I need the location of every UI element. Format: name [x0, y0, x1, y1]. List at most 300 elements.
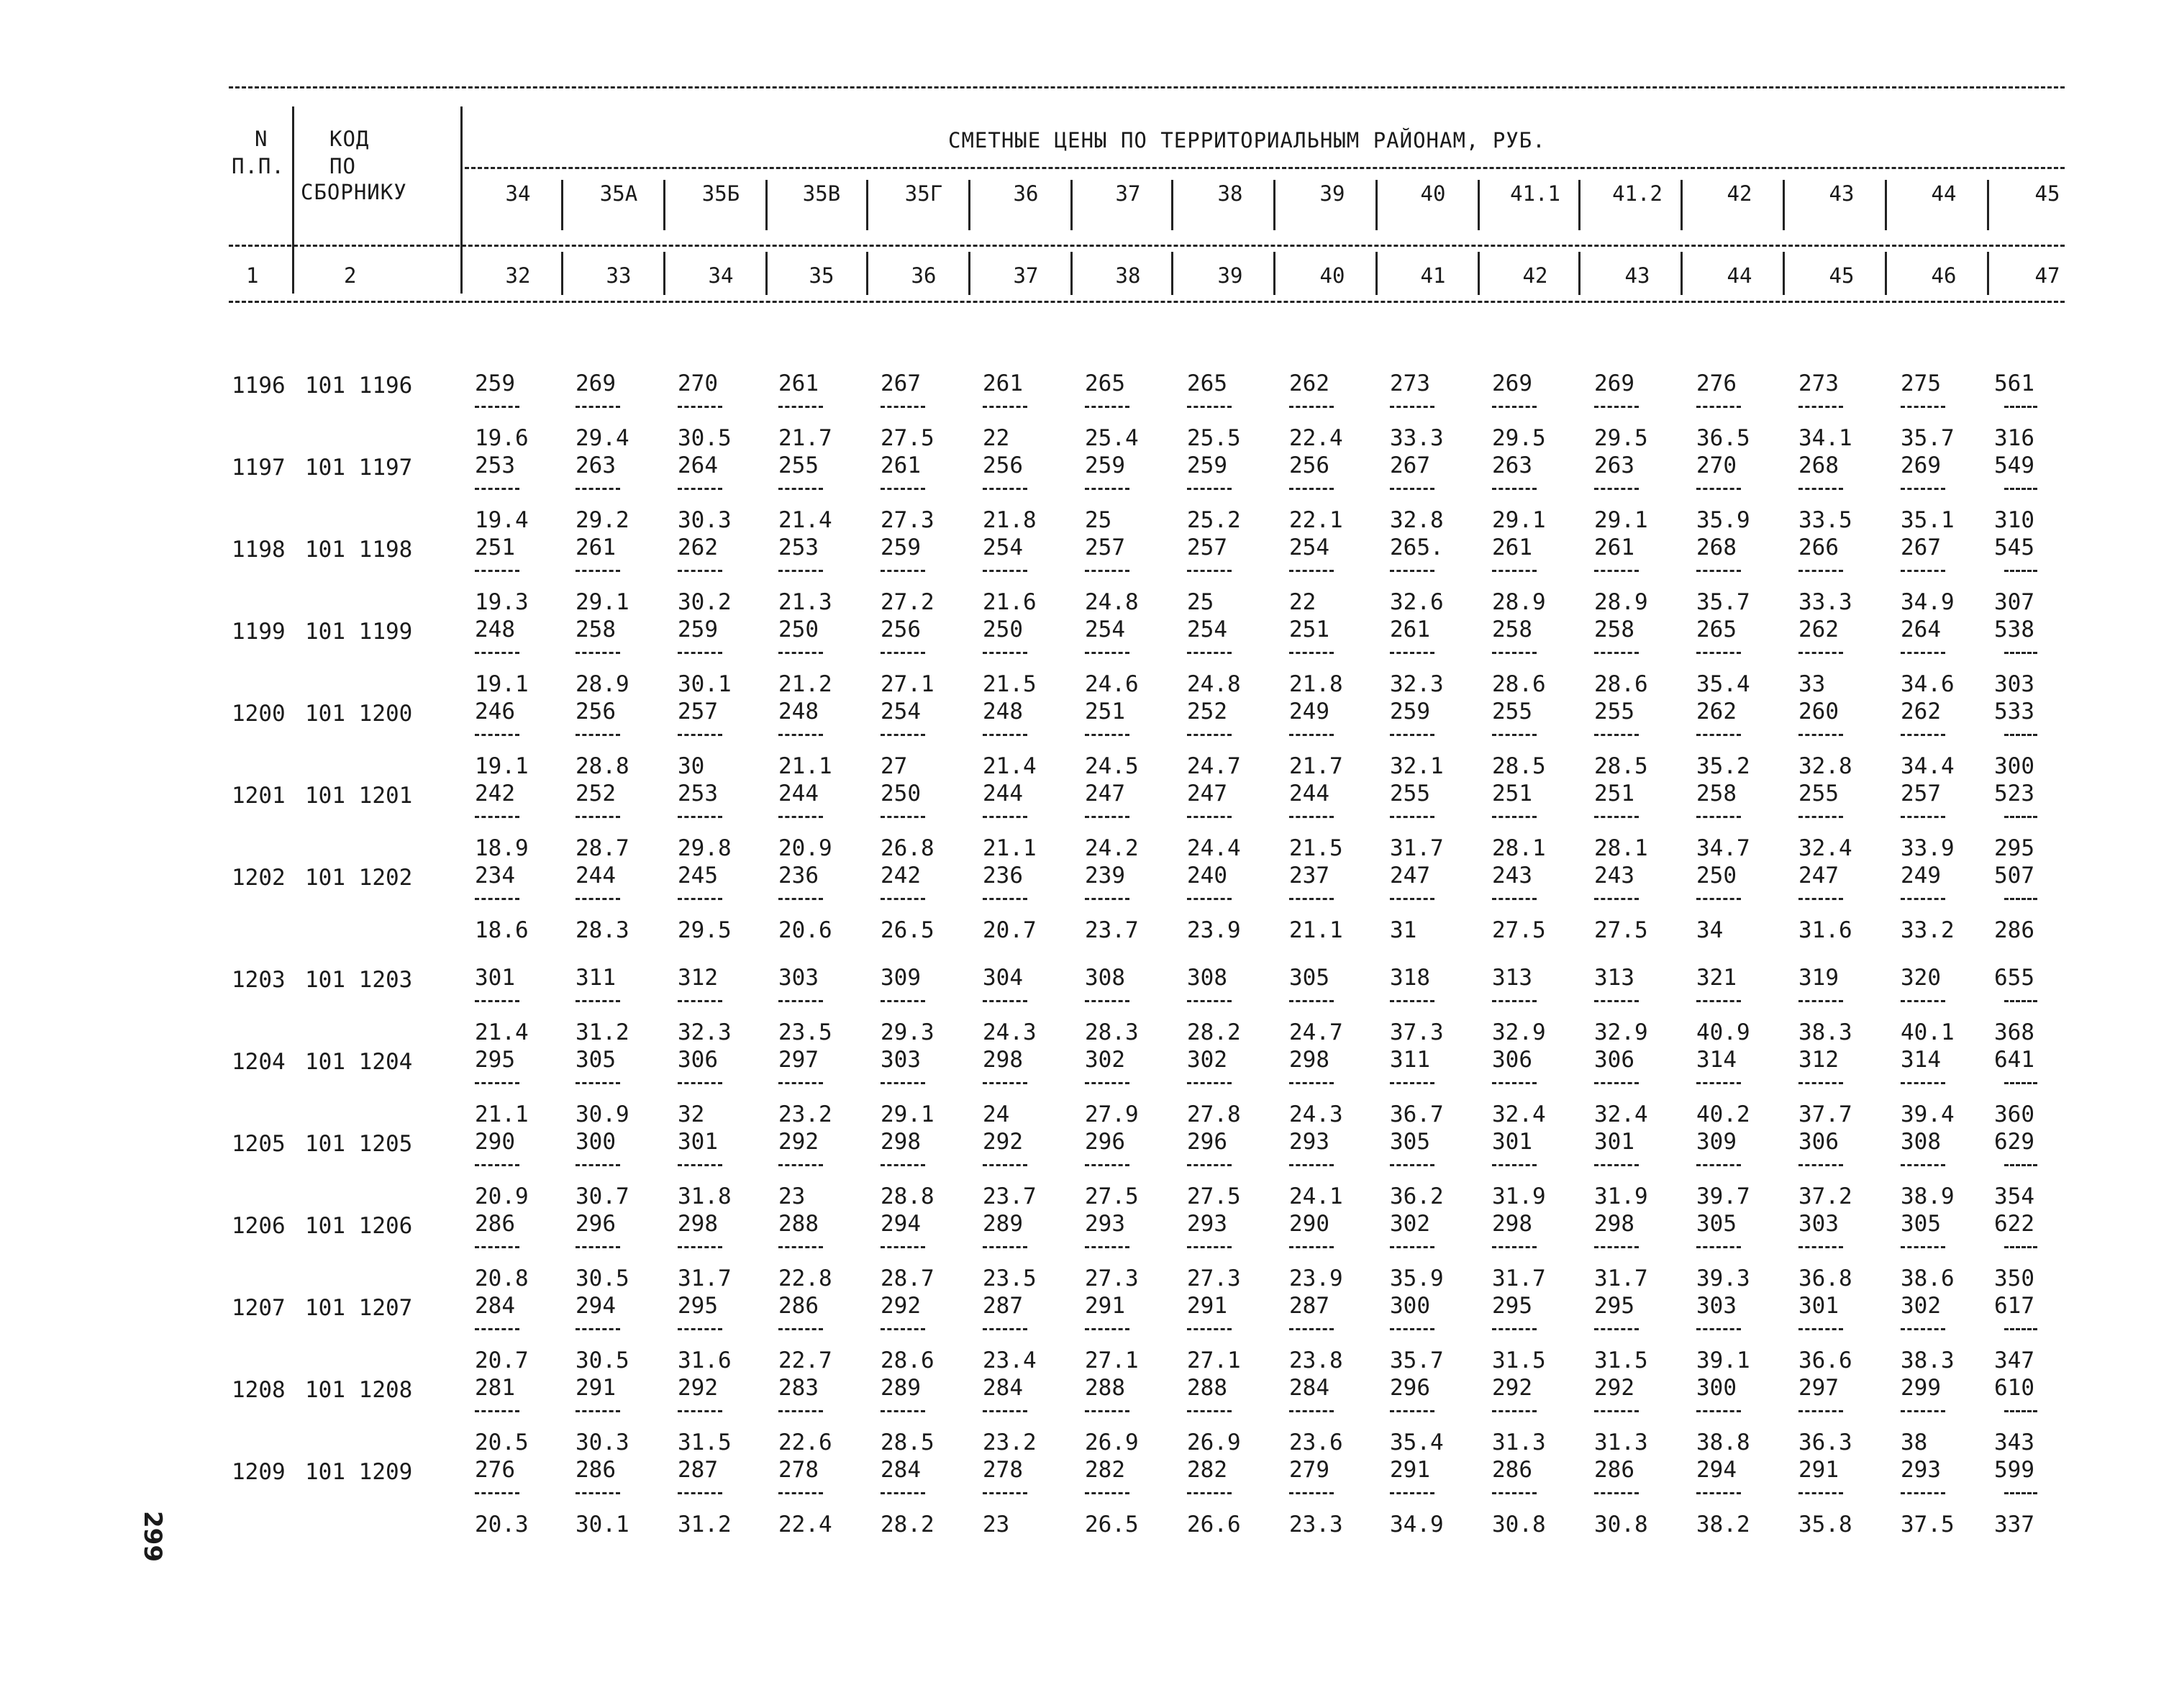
header-bar-district: [1987, 180, 1989, 230]
price-cell: 259: [1187, 453, 1227, 478]
sub-cell: 23.8: [1289, 1348, 1343, 1373]
cell-separator: [1901, 816, 1945, 818]
price-cell: 287: [1289, 1293, 1329, 1319]
price-cell: 244: [983, 781, 1023, 807]
price-cell: 622: [1994, 1211, 2034, 1237]
sub-cell: 19.1: [475, 671, 529, 697]
cell-separator: [778, 488, 823, 490]
cell-separator: [2004, 816, 2037, 818]
cell-separator: [1187, 1328, 1232, 1330]
sub-cell: 32.4: [1492, 1101, 1546, 1127]
header-bar-district: [765, 180, 768, 230]
cell-separator: [881, 652, 925, 654]
cell-separator: [778, 1082, 823, 1084]
price-cell: 243: [1492, 863, 1532, 889]
cell-separator: [678, 734, 722, 736]
cell-separator: [1594, 652, 1639, 654]
sub-cell: 27.5: [1085, 1184, 1139, 1209]
sub-cell: 19.1: [475, 753, 529, 779]
sub-cell: 25.2: [1187, 507, 1241, 533]
price-cell: 298: [1492, 1211, 1532, 1237]
sub-cell: 21.8: [1289, 671, 1343, 697]
cell-separator: [778, 734, 823, 736]
sub-cell: 20.3: [475, 1512, 529, 1537]
header-bar-index: [1375, 252, 1378, 295]
price-cell: 261: [881, 453, 921, 478]
cell-separator: [1390, 570, 1434, 572]
cell-separator: [1696, 1492, 1741, 1494]
sub-cell: 27.5: [1187, 1184, 1241, 1209]
price-cell: 286: [1594, 1457, 1634, 1483]
header-bar-district: [1375, 180, 1378, 230]
sub-cell: 29.8: [678, 835, 732, 861]
price-cell: 302: [1901, 1293, 1941, 1319]
price-cell: 314: [1901, 1047, 1941, 1073]
sub-cell: 34.1: [1798, 425, 1852, 451]
cell-separator: [983, 1164, 1027, 1166]
sub-cell: 34.9: [1901, 589, 1955, 615]
price-cell: 254: [1289, 535, 1329, 560]
row-code: 101 1208: [305, 1377, 413, 1403]
sub-cell: 22.7: [778, 1348, 832, 1373]
price-cell: 309: [881, 965, 921, 991]
price-cell: 263: [1492, 453, 1532, 478]
cell-separator: [778, 898, 823, 900]
sub-cell: 35.9: [1696, 507, 1750, 533]
cell-separator: [1390, 1082, 1434, 1084]
cell-separator: [576, 734, 620, 736]
cell-separator: [778, 406, 823, 408]
price-cell: 297: [778, 1047, 819, 1073]
price-cell: 236: [983, 863, 1023, 889]
cell-separator: [1187, 1410, 1232, 1412]
price-cell: 303: [1696, 1293, 1737, 1319]
price-cell: 304: [983, 965, 1023, 991]
cell-separator: [2004, 898, 2037, 900]
price-cell: 261: [576, 535, 616, 560]
price-cell: 298: [881, 1129, 921, 1155]
cell-separator: [1901, 406, 1945, 408]
price-cell: 256: [983, 453, 1023, 478]
price-cell: 291: [1085, 1293, 1125, 1319]
sub-cell: 32.8: [1390, 507, 1444, 533]
cell-separator: [475, 1082, 519, 1084]
index-number: 41: [1420, 263, 1446, 288]
cell-separator: [881, 1164, 925, 1166]
district-header: 45: [2034, 181, 2060, 206]
sub-cell: 20.7: [475, 1348, 529, 1373]
sub-cell: 30.7: [576, 1184, 629, 1209]
price-cell: 248: [778, 699, 819, 724]
price-cell: 282: [1187, 1457, 1227, 1483]
price-cell: 258: [1696, 781, 1737, 807]
sub-cell: 27.1: [881, 671, 934, 697]
cell-separator: [576, 570, 620, 572]
price-cell: 251: [1492, 781, 1532, 807]
cell-separator: [1289, 1492, 1334, 1494]
cell-separator: [2004, 406, 2037, 408]
cell-separator: [576, 1410, 620, 1412]
price-cell: 295: [678, 1293, 718, 1319]
price-cell: 287: [983, 1293, 1023, 1319]
sub-cell: 37.2: [1798, 1184, 1852, 1209]
district-header: 42: [1727, 181, 1752, 206]
price-cell: 270: [678, 371, 718, 396]
price-cell: 256: [1289, 453, 1329, 478]
price-cell: 249: [1901, 863, 1941, 889]
header-bar-index: [1680, 252, 1683, 295]
sub-cell: 32: [678, 1101, 705, 1127]
sub-cell: 29.4: [576, 425, 629, 451]
cell-separator: [1696, 1082, 1741, 1084]
cell-separator: [1085, 1246, 1129, 1248]
price-cell: 284: [475, 1293, 515, 1319]
price-cell: 301: [475, 965, 515, 991]
sub-cell: 29.1: [1492, 507, 1546, 533]
sub-cell: 38.3: [1901, 1348, 1955, 1373]
price-cell: 293: [1085, 1211, 1125, 1237]
price-cell: 286: [1492, 1457, 1532, 1483]
row-code: 101 1205: [305, 1131, 413, 1157]
cell-separator: [1901, 1246, 1945, 1248]
price-cell: 298: [1594, 1211, 1634, 1237]
row-number: 1209: [232, 1459, 286, 1485]
row-number: 1205: [232, 1131, 286, 1157]
price-cell: 256: [881, 617, 921, 642]
cell-separator: [475, 1000, 519, 1002]
row-code: 101 1202: [305, 865, 413, 891]
sub-cell: 24.3: [1289, 1101, 1343, 1127]
sub-cell: 28.6: [1492, 671, 1546, 697]
cell-separator: [1696, 1328, 1741, 1330]
price-cell: 257: [678, 699, 718, 724]
cell-separator: [1085, 1082, 1129, 1084]
cell-separator: [1289, 1000, 1334, 1002]
cell-separator: [576, 1246, 620, 1248]
price-cell: 290: [475, 1129, 515, 1155]
cell-separator: [881, 1410, 925, 1412]
header-pp-label: П.П.: [232, 154, 285, 178]
price-cell: 255: [1390, 781, 1430, 807]
cell-separator: [1390, 488, 1434, 490]
header-title: СМЕТНЫЕ ЦЕНЫ ПО ТЕРРИТОРИАЛЬНЫМ РАЙОНАМ, РУБ.: [948, 128, 1546, 153]
index-label: 1: [246, 263, 260, 288]
cell-separator: [1492, 734, 1537, 736]
sub-cell: 33.2: [1901, 917, 1955, 943]
sub-cell: 22.8: [778, 1266, 832, 1291]
row-code: 101 1204: [305, 1049, 413, 1075]
cell-separator: [1289, 1410, 1334, 1412]
sub-cell: 28.5: [881, 1430, 934, 1455]
sub-cell: 31.5: [1492, 1348, 1546, 1373]
cell-separator: [1798, 1246, 1843, 1248]
price-cell: 301: [1492, 1129, 1532, 1155]
sub-cell: 368: [1994, 1019, 2034, 1045]
district-header: 38: [1217, 181, 1243, 206]
sub-cell: 26.5: [881, 917, 934, 943]
price-cell: 311: [1390, 1047, 1430, 1073]
price-cell: 292: [881, 1293, 921, 1319]
sub-cell: 33.5: [1798, 507, 1852, 533]
price-cell: 264: [678, 453, 718, 478]
sub-cell: 36.7: [1390, 1101, 1444, 1127]
sub-cell: 20.7: [983, 917, 1037, 943]
cell-separator: [475, 1164, 519, 1166]
price-cell: 306: [1798, 1129, 1839, 1155]
price-cell: 268: [1696, 535, 1737, 560]
sub-cell: 35.7: [1901, 425, 1955, 451]
cell-separator: [983, 1328, 1027, 1330]
cell-separator: [1289, 734, 1334, 736]
sub-cell: 28.7: [881, 1266, 934, 1291]
cell-separator: [2004, 1000, 2037, 1002]
sub-cell: 33.3: [1798, 589, 1852, 615]
sub-cell: 31.3: [1594, 1430, 1648, 1455]
price-cell: 302: [1390, 1211, 1430, 1237]
sub-cell: 29.5: [1594, 425, 1648, 451]
sub-cell: 295: [1994, 835, 2034, 861]
sub-cell: 20.9: [475, 1184, 529, 1209]
cell-separator: [475, 1410, 519, 1412]
cell-separator: [1594, 570, 1639, 572]
cell-separator: [1187, 1164, 1232, 1166]
cell-separator: [881, 488, 925, 490]
price-cell: 295: [1492, 1293, 1532, 1319]
sub-cell: 316: [1994, 425, 2034, 451]
price-cell: 300: [1390, 1293, 1430, 1319]
price-cell: 293: [1289, 1129, 1329, 1155]
sub-cell: 23.7: [983, 1184, 1037, 1209]
cell-separator: [1187, 1000, 1232, 1002]
cell-separator: [983, 570, 1027, 572]
cell-separator: [1492, 1328, 1537, 1330]
sub-cell: 36.3: [1798, 1430, 1852, 1455]
price-cell: 309: [1696, 1129, 1737, 1155]
sub-cell: 26.6: [1187, 1512, 1241, 1537]
price-cell: 237: [1289, 863, 1329, 889]
sub-cell: 28.2: [881, 1512, 934, 1537]
price-cell: 276: [475, 1457, 515, 1483]
cell-separator: [1085, 1328, 1129, 1330]
price-cell: 291: [1798, 1457, 1839, 1483]
price-cell: 291: [1187, 1293, 1227, 1319]
cell-separator: [1901, 734, 1945, 736]
row-code: 101 1207: [305, 1295, 413, 1321]
sub-cell: 29.1: [576, 589, 629, 615]
price-cell: 289: [983, 1211, 1023, 1237]
price-cell: 262: [1289, 371, 1329, 396]
cell-separator: [983, 1246, 1027, 1248]
cell-separator: [1798, 570, 1843, 572]
sub-cell: 20.5: [475, 1430, 529, 1455]
sub-cell: 21.3: [778, 589, 832, 615]
cell-separator: [1085, 1492, 1129, 1494]
price-cell: 267: [881, 371, 921, 396]
cell-separator: [1901, 1164, 1945, 1166]
sub-cell: 22.4: [1289, 425, 1343, 451]
price-cell: 301: [678, 1129, 718, 1155]
sub-cell: 36.6: [1798, 1348, 1852, 1373]
price-cell: 284: [881, 1457, 921, 1483]
price-cell: 259: [678, 617, 718, 642]
price-cell: 251: [1289, 617, 1329, 642]
cell-separator: [1390, 1410, 1434, 1412]
price-cell: 294: [576, 1293, 616, 1319]
sub-cell: 22: [1289, 589, 1316, 615]
sub-cell: 37.7: [1798, 1101, 1852, 1127]
sub-cell: 24.8: [1085, 589, 1139, 615]
sub-cell: 360: [1994, 1101, 2034, 1127]
price-cell: 308: [1901, 1129, 1941, 1155]
district-header: 44: [1931, 181, 1957, 206]
price-cell: 257: [1187, 535, 1227, 560]
sub-cell: 27.5: [1594, 917, 1648, 943]
cell-separator: [576, 488, 620, 490]
sub-cell: 300: [1994, 753, 2034, 779]
sub-cell: 24.5: [1085, 753, 1139, 779]
sub-cell: 21.4: [475, 1019, 529, 1045]
cell-separator: [576, 652, 620, 654]
price-cell: 259: [1085, 453, 1125, 478]
cell-separator: [881, 1492, 925, 1494]
price-cell: 268: [1798, 453, 1839, 478]
header-district-rule: [465, 167, 2065, 169]
sub-cell: 28.1: [1594, 835, 1648, 861]
price-cell: 300: [1696, 1375, 1737, 1401]
price-cell: 259: [881, 535, 921, 560]
cell-separator: [678, 898, 722, 900]
price-cell: 305: [1289, 965, 1329, 991]
sub-cell: 31.5: [678, 1430, 732, 1455]
sub-cell: 38.9: [1901, 1184, 1955, 1209]
cell-separator: [1798, 898, 1843, 900]
price-cell: 286: [576, 1457, 616, 1483]
cell-separator: [475, 734, 519, 736]
price-cell: 286: [475, 1211, 515, 1237]
index-number: 33: [606, 263, 632, 288]
price-cell: 298: [983, 1047, 1023, 1073]
price-cell: 239: [1085, 863, 1125, 889]
cell-separator: [1696, 816, 1741, 818]
sub-cell: 23: [778, 1184, 806, 1209]
sub-cell: 23.9: [1187, 917, 1241, 943]
price-cell: 258: [576, 617, 616, 642]
sub-cell: 25: [1187, 589, 1214, 615]
cell-separator: [576, 1164, 620, 1166]
price-cell: 299: [1901, 1375, 1941, 1401]
cell-separator: [778, 570, 823, 572]
cell-separator: [678, 406, 722, 408]
cell-separator: [576, 1328, 620, 1330]
cell-separator: [1594, 1492, 1639, 1494]
header-bar-district: [1478, 180, 1480, 230]
cell-separator: [1696, 1164, 1741, 1166]
cell-separator: [1594, 1164, 1639, 1166]
price-cell: 306: [1492, 1047, 1532, 1073]
sub-cell: 27.1: [1085, 1348, 1139, 1373]
cell-separator: [2004, 1410, 2037, 1412]
price-cell: 288: [1187, 1375, 1227, 1401]
cell-separator: [1492, 1082, 1537, 1084]
sub-cell: 34.4: [1901, 753, 1955, 779]
district-header: 43: [1829, 181, 1855, 206]
district-header: 35Г: [904, 181, 943, 206]
cell-separator: [983, 1000, 1027, 1002]
price-cell: 273: [1798, 371, 1839, 396]
price-cell: 523: [1994, 781, 2034, 807]
cell-separator: [1289, 898, 1334, 900]
sub-cell: 24.7: [1187, 753, 1241, 779]
header-bar-district: [663, 180, 665, 230]
district-header: 37: [1115, 181, 1141, 206]
header-top-rule: [229, 86, 2065, 88]
sub-cell: 25: [1085, 507, 1112, 533]
price-cell: 319: [1798, 965, 1839, 991]
cell-separator: [983, 816, 1027, 818]
row-number: 1198: [232, 537, 286, 563]
cell-separator: [2004, 488, 2037, 490]
sub-cell: 31.2: [576, 1019, 629, 1045]
cell-separator: [1289, 816, 1334, 818]
sub-cell: 39.7: [1696, 1184, 1750, 1209]
cell-separator: [475, 406, 519, 408]
price-cell: 292: [983, 1129, 1023, 1155]
price-cell: 265.: [1390, 535, 1444, 560]
cell-separator: [1492, 816, 1537, 818]
sub-cell: 307: [1994, 589, 2034, 615]
index-number: 32: [505, 263, 531, 288]
sub-cell: 32.4: [1798, 835, 1852, 861]
price-cell: 256: [576, 699, 616, 724]
cell-separator: [678, 1000, 722, 1002]
sub-cell: 31.3: [1492, 1430, 1546, 1455]
cell-separator: [1901, 898, 1945, 900]
cell-separator: [1390, 898, 1434, 900]
sub-cell: 31.2: [678, 1512, 732, 1537]
header-bar-district: [1171, 180, 1173, 230]
cell-separator: [1901, 1410, 1945, 1412]
index-number: 45: [1829, 263, 1855, 288]
sub-cell: 32.4: [1594, 1101, 1648, 1127]
row-code: 101 1200: [305, 701, 413, 727]
sub-cell: 18.6: [475, 917, 529, 943]
sub-cell: 33: [1798, 671, 1826, 697]
cell-separator: [881, 406, 925, 408]
cell-separator: [576, 1082, 620, 1084]
sub-cell: 28.6: [1594, 671, 1648, 697]
sub-cell: 27.1: [1187, 1348, 1241, 1373]
index-number: 43: [1624, 263, 1650, 288]
cell-separator: [1492, 406, 1537, 408]
sub-cell: 20.6: [778, 917, 832, 943]
cell-separator: [1187, 488, 1232, 490]
sub-cell: 28.9: [1594, 589, 1648, 615]
sub-cell: 23.2: [983, 1430, 1037, 1455]
cell-separator: [678, 652, 722, 654]
cell-separator: [2004, 1328, 2037, 1330]
district-header: 39: [1319, 181, 1345, 206]
sub-cell: 38.2: [1696, 1512, 1750, 1537]
sub-cell: 29.5: [678, 917, 732, 943]
sub-cell: 23.9: [1289, 1266, 1343, 1291]
header-bar-district: [968, 180, 970, 230]
index-number: 34: [708, 263, 734, 288]
cell-separator: [881, 570, 925, 572]
sub-cell: 35.1: [1901, 507, 1955, 533]
header-bottom-rule: [229, 301, 2065, 303]
cell-separator: [1798, 734, 1843, 736]
cell-separator: [1492, 1492, 1537, 1494]
